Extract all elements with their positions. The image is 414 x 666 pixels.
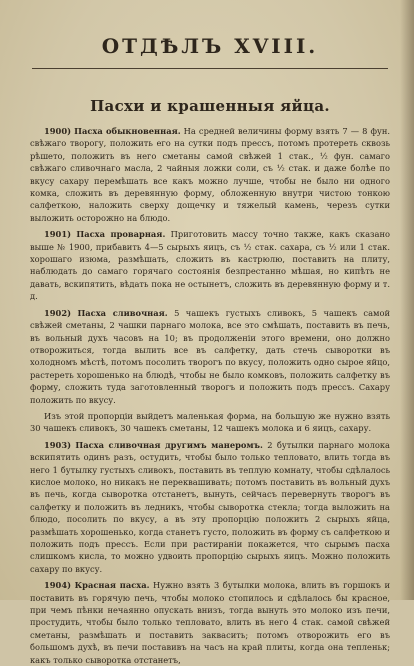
recipe-paragraph [30, 125, 390, 224]
recipe-paragraph [30, 307, 390, 406]
title-rule [32, 68, 388, 69]
recipe-title: Пасха проварная. [76, 229, 166, 240]
recipe-title: Пасха обыкновенная. [74, 126, 181, 136]
chapter-subtitle: Пасхи и крашенныя яйца. [90, 97, 330, 115]
page-edge-shadow [400, 0, 414, 600]
recipe-title: Красная пасха. [74, 580, 150, 591]
recipe-text: Изъ этой пропорціи выйдетъ маленькая форма, на большую же нужно взять 30 чашекъ сливокъ, 30 чашекъ сметаны, 12 чашекъ молока и 6 яицъ, сахару. [30, 410, 390, 434]
recipe-number: 1901) [44, 229, 72, 240]
recipe-title: Пасха сливочная. [77, 307, 168, 318]
recipe-number: 1902) [44, 307, 72, 318]
recipe-number: 1904) [44, 580, 72, 591]
section-title: ОТДѢЛЪ XVIII. [101, 34, 319, 58]
recipe-number: 1903) [44, 439, 72, 450]
recipe-text: Нужно взять 3 бутылки молока, влить въ горшокъ и поставить въ горячую печь, чтобы молоко стопилось и сдѣлалось бы красное, при чемъ пѣнки нечаянно опускать внизъ, тогда вынуть это молоко изъ печи, простудить, чтобы было только тепловато, влить въ него 4 стак. самой свѣжей сметаны, размѣшать и поставить заквасить; потомъ отворожить его въ большомъ духѣ, въ печи поставивъ на часъ на край плиты, когда она тепленьк; какъ только сыворотка отстанетъ, [30, 580, 390, 665]
recipe-paragraph [30, 410, 390, 435]
recipe-title: Пасха сливочная другимъ манеромъ. [75, 439, 263, 450]
recipe-text: 5 чашекъ густыхъ сливокъ, 5 чашекъ самой свѣжей сметаны, 2 чашки парнаго молока, все это смѣшать, поставить въ печь, въ вольный духъ часовъ на 10; въ продолженіи этого времени, оно должно отворожиться, тогда вылить все въ салфетку, дать стечь сыворотки въ холодномъ мѣстѣ, потомъ посолить творогъ по вкусу, положить одно сырое яйцо, растереть хорошенько на блюдѣ, чтобы не было комковъ, положить салфетку въ форму, сложить туда заготовленный творогъ и положить подъ прессъ. Сахару положить по вкусу. [30, 307, 391, 405]
recipe-text: 2 бутылки парнаго молока вскипятить одинъ разъ, остудить, чтобы было только тепловато, влить тогда въ него 1 бутылку густыхъ сливокъ, поставить въ теплую комнату, чтобы сдѣлалось кислое молоко, но никакъ не переквашивать; потомъ поставить въ вольный духъ въ печь, когда сыворотка отстанетъ, вынуть, сейчасъ перевернуть творогъ въ салфетку и положить въ ледникъ, чтобы сыворотка стекла; тогда выложить на блюдо, посолить по вкусу, а въ эту пропорцію положить 2 сырыхъ яйца, размѣшать хорошенько, когда станетъ густо, положить въ форму съ салфеткою и положить подъ прессъ. Если при растираніи покажется, что сырымъ пасха слишкомъ кисла, то можно удвоить пропорцію сырыхъ яицъ. Можно положить сахару по вкусу. [30, 439, 391, 574]
recipe-text: На средней величины форму взять 7 — 8 фун. свѣжаго творогу, положить его на сутки подъ прессъ, потомъ протереть сквозь рѣшето, положить въ него сметаны самой свѣжей 1 стак., ½ фун. самаго свѣжаго сливочнаго масла, 2 чайныя ложки соли, съ ½ стак. и даже болѣе по вкусу сахару перемѣшать все какъ можно лучше, чтобы не было ни одного комка, сложить въ деревянную форму, обложенную внутри чистою тонкою салфеткою, наложить сверху дощечку и тяжелый камень, черезъ сутки выложить осторожно на блюдо. [30, 126, 390, 223]
recipe-list [30, 125, 390, 666]
recipe-paragraph [30, 228, 390, 302]
recipe-text: Приготовить массу точно также, какъ сказано выше № 1900, прибавить 4—5 сырыхъ яицъ, съ ½ стак. сахара, съ ½ или 1 стак. хорошаго изюма, размѣшать, сложить въ кастрюлю, поставить на плиту, наблюдать до самаго горячаго состоянія безпрестанно мѣшая, но кипѣть не давать, вскипятить, вѣдать пока не остынетъ, сложить въ деревянную форму и т. д. [30, 229, 391, 302]
recipe-paragraph [30, 439, 390, 575]
recipe-paragraph [30, 579, 390, 666]
recipe-number: 1900) [44, 126, 72, 136]
